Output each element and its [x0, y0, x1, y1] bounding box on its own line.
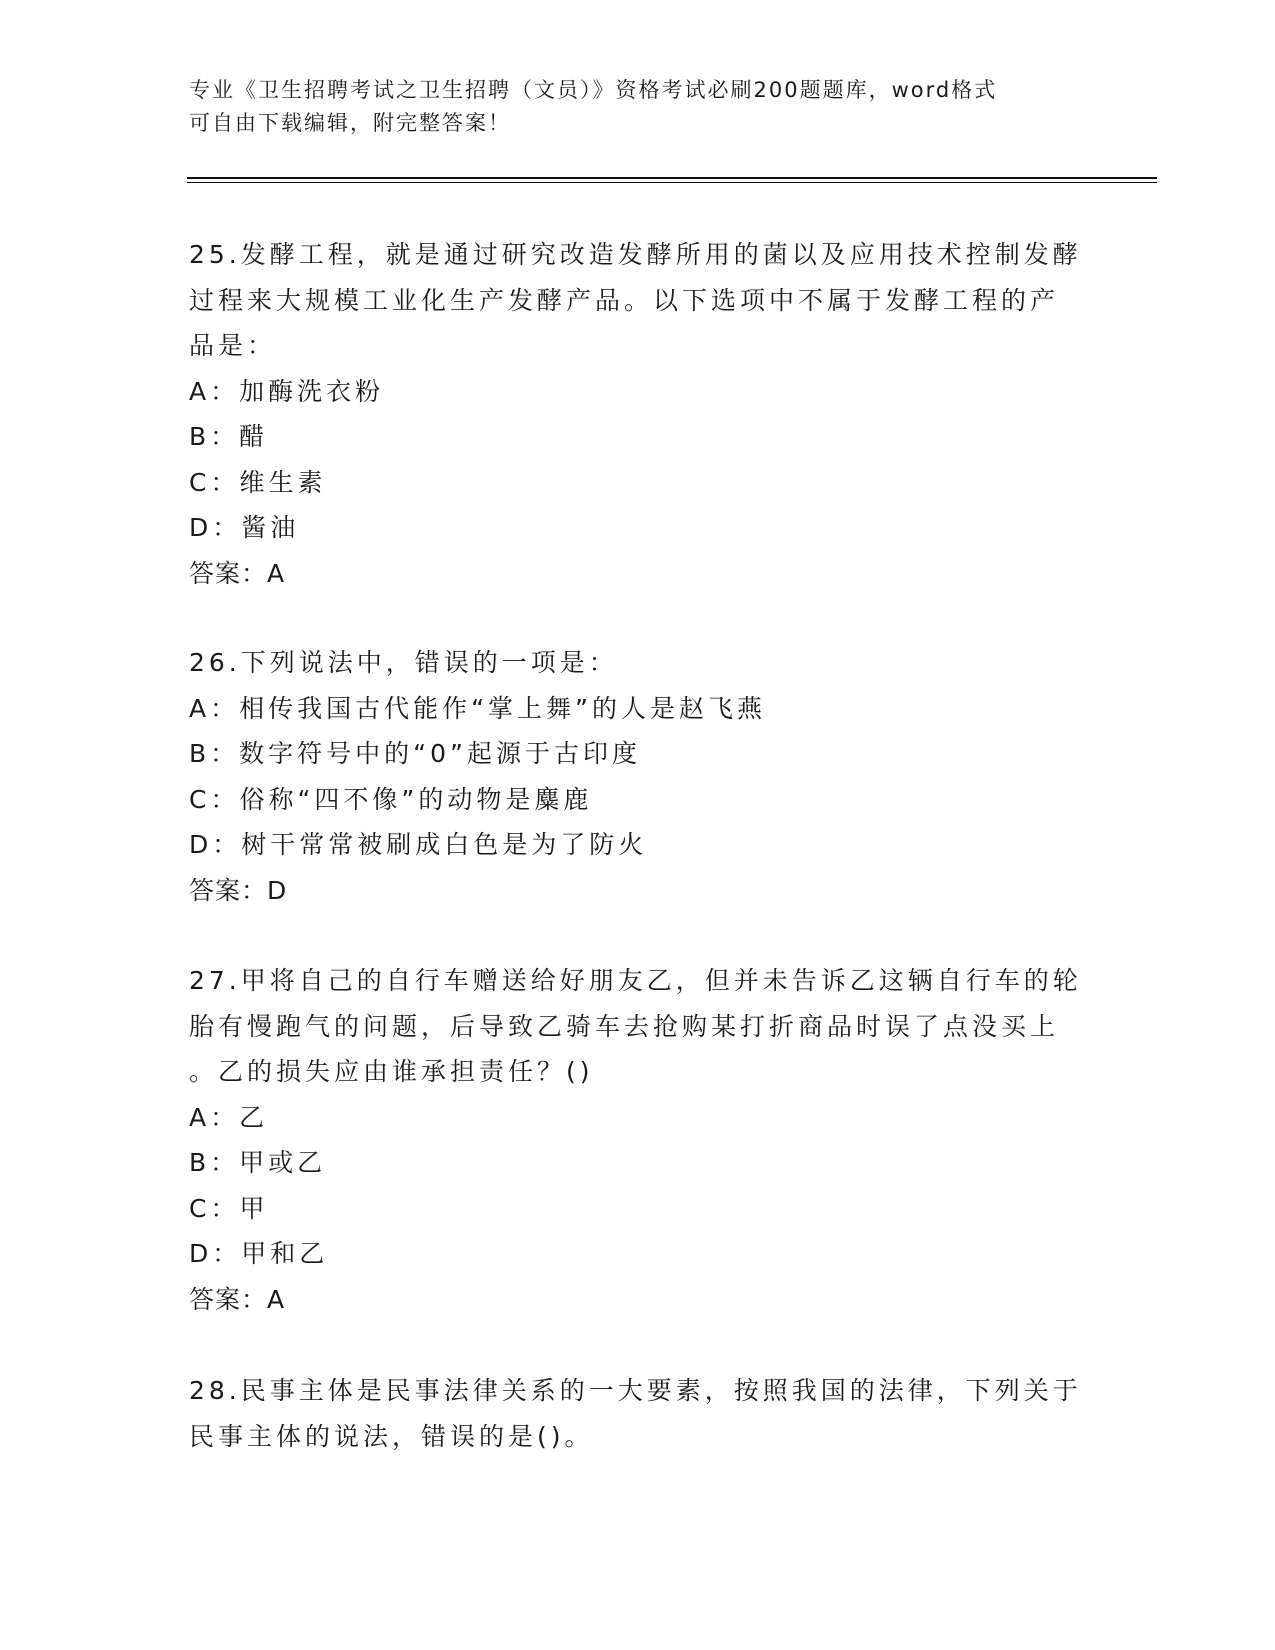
option-d: D：甲和乙 [189, 1239, 329, 1268]
question-stem-line: 27.甲将自己的自行车赠送给好朋友乙，但并未告诉乙这辆自行车的轮 [189, 966, 1082, 995]
question-25 [189, 232, 1089, 596]
header-divider-thick [187, 177, 1157, 179]
header-line-1: 专业《卫生招聘考试之卫生招聘（文员）》资格考试必刷200题题库，word格式 [189, 78, 998, 102]
option-b: B：数字符号中的“0”起源于古印度 [189, 739, 641, 768]
option-c: C：甲 [189, 1193, 269, 1223]
question-27 [189, 958, 1089, 1322]
question-stem-line: 品是： [189, 331, 277, 360]
header-line-2: 可自由下载编辑，附完整答案！ [189, 111, 511, 135]
answer-line: 答案：A [189, 1284, 286, 1314]
header-divider-thin [187, 182, 1157, 183]
option-d: D：树干常常被刷成白色是为了防火 [189, 830, 648, 859]
question-26 [189, 640, 1089, 913]
question-stem-line: 25.发酵工程，就是通过研究改造发酵所用的菌以及应用技术控制发酵 [189, 240, 1082, 269]
question-28 [189, 1368, 1089, 1459]
question-stem-line: 胎有慢跑气的问题，后导致乙骑车去抢购某打折商品时误了点没买上 [189, 1011, 1060, 1041]
answer-line: 答案：A [189, 558, 286, 588]
option-a: A：相传我国古代能作“掌上舞”的人是赵飞燕 [189, 693, 767, 723]
question-stem-line: 26.下列说法中，错误的一项是： [189, 648, 618, 677]
option-b: B：醋 [189, 422, 269, 451]
question-stem-line: 。乙的损失应由谁承担责任？() [189, 1057, 594, 1086]
option-a: A：乙 [189, 1102, 269, 1132]
question-stem-line: 28.民事主体是民事法律关系的一大要素，按照我国的法律，下列关于 [189, 1376, 1082, 1405]
question-stem-line: 过程来大规模工业化生产发酵产品。以下选项中不属于发酵工程的产 [189, 285, 1060, 315]
option-b: B：甲或乙 [189, 1148, 327, 1177]
question-stem-line: 民事主体的说法，错误的是()。 [189, 1421, 594, 1451]
option-c: C：俗称“四不像”的动物是麋鹿 [189, 784, 593, 814]
document-header [189, 74, 1069, 140]
option-c: C：维生素 [189, 467, 327, 497]
answer-line: 答案：D [189, 875, 288, 905]
option-a: A：加酶洗衣粉 [189, 376, 385, 406]
option-d: D：酱油 [189, 513, 300, 542]
